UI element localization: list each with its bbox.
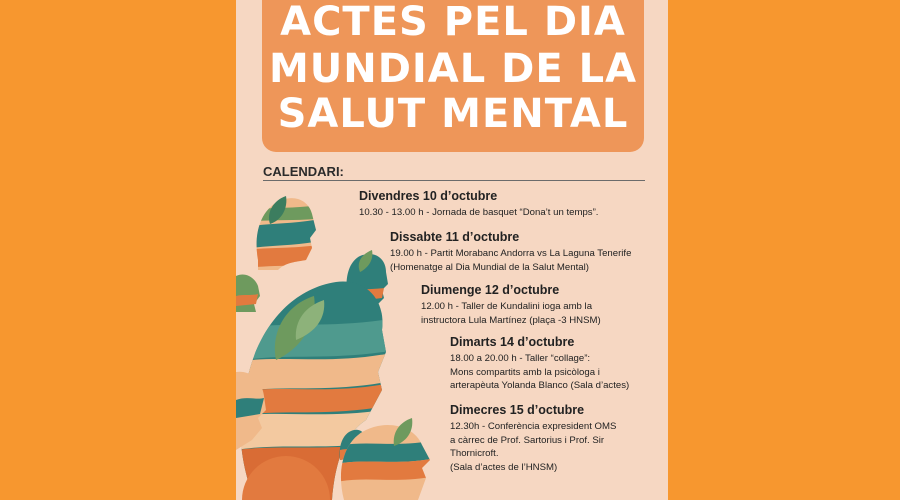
- event-line: instructora Lula Martínez (plaça -3 HNSM): [421, 314, 601, 326]
- event-line: a càrrec de Prof. Sartorius i Prof. Sir: [450, 434, 605, 446]
- title-line-2: MUNDIAL DE LA: [268, 46, 638, 92]
- title-banner: [262, 0, 644, 152]
- event-line: 19.00 h - Partit Morabanc Andorra vs La Laguna Tenerife: [390, 248, 632, 259]
- event-dissabte: [390, 230, 631, 274]
- event-day: Divendres 10 d’octubre: [359, 189, 498, 203]
- event-dimecres: [450, 403, 616, 474]
- event-line: Mons compartits amb la psicòloga i: [450, 366, 600, 378]
- event-line: 12.00 h - Taller de Kundalini ioga amb la: [421, 301, 593, 312]
- event-day: Dimarts 14 d’octubre: [450, 335, 575, 349]
- event-line: 10.30 - 13.00 h - Jornada de basquet “Dona’t un temps”.: [359, 207, 599, 218]
- event-diumenge: [421, 283, 601, 327]
- event-line: Thornicroft.: [450, 448, 499, 459]
- title-line-1: ACTES PEL DIA: [280, 0, 626, 45]
- poster: [236, 0, 668, 500]
- head-silhouette-icon: [236, 274, 260, 312]
- event-day: Diumenge 12 d’octubre: [421, 283, 560, 297]
- event-line: 12.30h - Conferència expresident OMS: [450, 421, 617, 432]
- event-line: (Sala d’actes de l’HNSM): [450, 461, 558, 473]
- calendar-divider: [263, 180, 645, 181]
- event-line: (Homenatge al Dia Mundial de la Salut Mental): [390, 261, 589, 273]
- event-day: Dimecres 15 d’octubre: [450, 403, 585, 417]
- event-day: Dissabte 11 d’octubre: [390, 230, 520, 244]
- calendar-label: CALENDARI:: [263, 164, 344, 179]
- title-line-3: SALUT MENTAL: [277, 91, 629, 137]
- event-divendres: [359, 189, 598, 220]
- head-silhouette-icon: [236, 190, 336, 280]
- event-dimarts: [450, 335, 629, 393]
- event-line: arterapèuta Yolanda Blanco (Sala d’actes): [450, 380, 630, 391]
- event-line: 18.00 a 20.00 h - Taller “collage”:: [450, 353, 591, 364]
